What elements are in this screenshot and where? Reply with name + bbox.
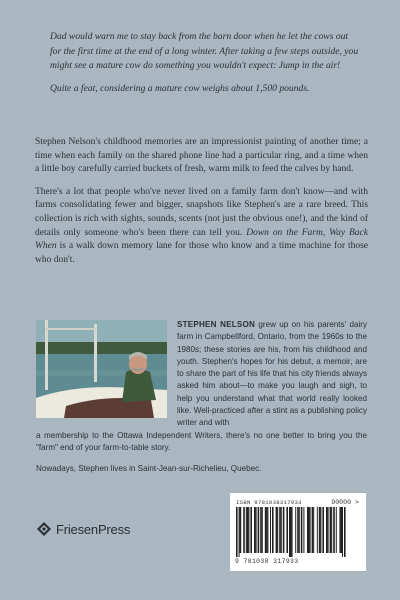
pull-quote (50, 30, 360, 104)
isbn-label: ISBN 9781038317933 (236, 499, 302, 506)
description-paragraph (35, 186, 368, 268)
author-name: STEPHEN NELSON (177, 320, 256, 329)
book-title: Down on the Farm, Way Back When (35, 227, 368, 252)
barcode (230, 493, 366, 571)
description-paragraph: Stephen Nelson's childhood memories are an impressionist painting of another time; a time when each family on the shared phone line had a particular ring, and a time when a little boy carefully carried buckets of fresh, warm milk to feed the calves by hand. (35, 137, 368, 175)
price-code-value: 90000 (331, 499, 352, 506)
publisher-emblem-icon (37, 522, 51, 536)
barcode-digits: 9 781038 317933 (235, 558, 299, 565)
author-bio (36, 319, 367, 476)
barcode-bars-icon (236, 507, 360, 557)
description-text: There's a lot that people who've never lived on a family farm don't know—and with farms consolidating fewer and bigger, snapshots like Stephen's are a rare breed. This collection is rich with sights, sounds, scents (not just the obvious one!), and the kind of details only someone who's been there can tell you. (35, 186, 368, 238)
price-code (331, 499, 359, 506)
price-code-arrow: > (355, 499, 359, 506)
book-description (35, 136, 368, 276)
author-bio-text: grew up on his parents' dairy farm in Campbellford, Ontario, from the 1960s to the 1980s; these stories are his, from his childhood and youth. Stephen's hopes for his debut, a memoir, are to share the part of his life that his city friends always asked him about—to make you laugh and sigh, to help you understand what that world really looked like. Well-practiced after a stint as a publishing policy writer and with (177, 320, 367, 428)
publisher-name: FriesenPress (56, 521, 131, 537)
description-text: is a walk down memory lane for those who know and a time machine for those who don't. (35, 241, 369, 265)
author-bio-continued: a membership to the Ottawa Independent Writers, there's no one better to bring you the "farm" end of your farm-to-table story. (36, 430, 367, 452)
author-bio-top (177, 319, 367, 430)
quote-paragraph: Dad would warn me to stay back from the barn door when he let the cows out for the first time at the end of a long winter. After taking a few steps outside, you might see a mature cow do something you wouldn't expect: Jump in the air! (50, 31, 359, 72)
publisher-logo (37, 519, 130, 539)
author-residence: Nowadays, Stephen lives in Saint-Jean-sur-Richelieu, Quebec. (36, 464, 262, 474)
quote-paragraph: Quite a feat, considering a mature cow weighs about 1,500 pounds. (50, 82, 310, 94)
